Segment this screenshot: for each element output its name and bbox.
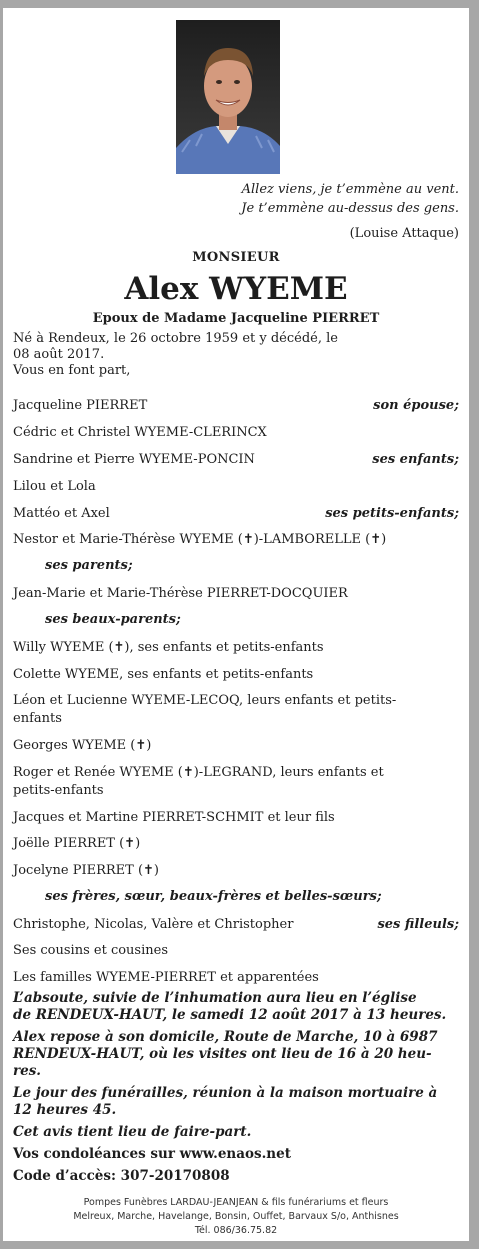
family-row: Colette WYEME, ses enfants et petits-enfants <box>13 667 314 682</box>
poem-author: (Louise Attaque) <box>349 226 459 241</box>
footer-line: Pompes Funèbres LARDAU-JEANJEAN & fils funérariums et fleurs <box>83 1197 389 1208</box>
notice-line: L’absoute, suivie de l’inhumation aura lieu en l’église <box>13 990 417 1006</box>
family-row: Georges WYEME (✝) <box>13 738 152 753</box>
notice-line: 12 heures 45. <box>13 1102 117 1118</box>
portrait-image <box>176 20 280 174</box>
funeral-home-footer <box>13 1196 459 1238</box>
ceremony-notice <box>13 990 459 1024</box>
spouse-line: Epoux de Madame Jacqueline PIERRET <box>92 311 380 326</box>
deceased-name: Alex WYEME <box>124 271 348 307</box>
poem-quote <box>241 180 459 243</box>
poem-line: Allez viens, je t’emmène au vent. <box>241 182 459 197</box>
obituary-notice <box>3 8 469 1241</box>
family-row <box>13 451 459 469</box>
family-role: son épouse; <box>373 398 459 413</box>
family-row <box>13 397 459 415</box>
notice-line: de RENDEUX-HAUT, le samedi 12 août 2017 à 13 heures. <box>13 1007 447 1023</box>
notice-line: RENDEUX-HAUT, où les visites ont lieu de 16 à 20 heu- <box>13 1046 432 1062</box>
family-name: Mattéo et Axel <box>13 506 110 521</box>
family-role: ses parents; <box>45 558 133 573</box>
announcement-notice: Cet avis tient lieu de faire-part. <box>13 1124 252 1140</box>
family-line: petits-enfants <box>13 783 104 798</box>
family-row: Joëlle PIERRET (✝) <box>13 836 141 851</box>
family-role: ses beaux-parents; <box>45 612 181 627</box>
family-name: Jacqueline PIERRET <box>13 398 148 413</box>
family-name: Christophe, Nicolas, Valère et Christopher <box>13 917 294 932</box>
notice-line: res. <box>13 1063 42 1079</box>
family-row: Lilou et Lola <box>13 479 96 494</box>
family-line: enfants <box>13 711 62 726</box>
notice-line: Le jour des funérailles, réunion à la maison mortuaire à <box>13 1085 438 1101</box>
notice-line: Alex repose à son domicile, Route de Marche, 10 à 6987 <box>13 1029 438 1045</box>
family-name: Sandrine et Pierre WYEME-PONCIN <box>13 452 255 467</box>
footer-line: Melreux, Marche, Havelange, Bonsin, Ouffet, Barvaux S/o, Anthisnes <box>73 1211 399 1222</box>
family-row: Ses cousins et cousines <box>13 943 168 958</box>
family-row: Willy WYEME (✝), ses enfants et petits-enfants <box>13 640 324 655</box>
intro-line: Né à Rendeux, le 26 octobre 1959 et y décédé, le <box>13 331 338 346</box>
family-row: Jacques et Martine PIERRET-SCHMIT et leur fils <box>13 810 335 825</box>
family-row <box>13 916 459 934</box>
family-row <box>13 505 459 523</box>
visitation-notice <box>13 1029 459 1080</box>
birth-death-info <box>13 331 373 379</box>
footer-phone: Tél. 086/36.75.82 <box>194 1225 278 1236</box>
family-line: Roger et Renée WYEME (✝)-LEGRAND, leurs enfants et <box>13 765 384 780</box>
family-row: Jocelyne PIERRET (✝) <box>13 863 159 878</box>
family-row: Nestor et Marie-Thérèse WYEME (✝)-LAMBORELLE (✝) <box>13 532 387 547</box>
family-role: ses filleuls; <box>377 917 459 932</box>
gathering-notice <box>13 1085 459 1119</box>
family-row <box>13 764 459 800</box>
family-line: Léon et Lucienne WYEME-LECOQ, leurs enfants et petits- <box>13 693 397 708</box>
family-role: ses frères, sœur, beaux-frères et belles-sœurs; <box>45 889 382 904</box>
family-role: ses enfants; <box>372 452 459 467</box>
honorific: MONSIEUR <box>192 250 280 265</box>
intro-line: Vous en font part, <box>13 363 131 378</box>
family-row: Les familles WYEME-PIERRET et apparentées <box>13 970 319 985</box>
access-code: Code d’accès: 307-20170808 <box>13 1168 230 1184</box>
portrait-photo <box>176 20 280 174</box>
family-role: ses petits-enfants; <box>325 506 459 521</box>
family-row: Cédric et Christel WYEME-CLERINCX <box>13 425 267 440</box>
intro-line: 08 août 2017. <box>13 347 105 362</box>
family-row <box>13 692 459 728</box>
condolences-notice: Vos condoléances sur www.enaos.net <box>13 1146 291 1162</box>
poem-line: Je t’emmène au-dessus des gens. <box>241 201 459 216</box>
family-row: Jean-Marie et Marie-Thérèse PIERRET-DOCQUIER <box>13 586 348 601</box>
